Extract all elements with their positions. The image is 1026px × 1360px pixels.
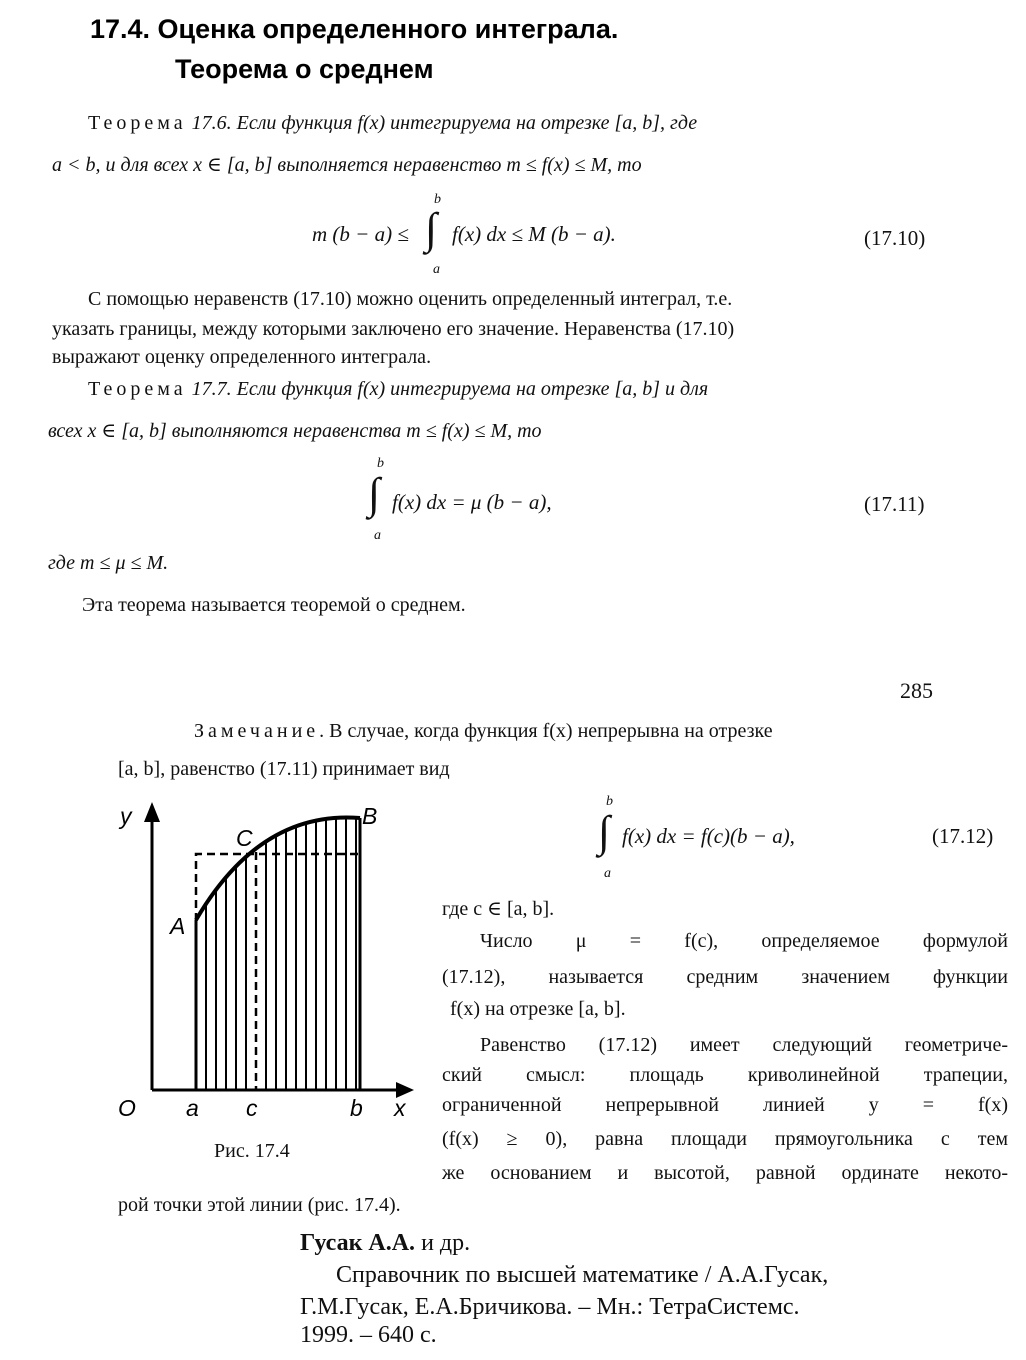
theorem-17-6-statement-1: Если функция f(x) интегрируема на отрезке [a, b], где — [236, 112, 698, 134]
formula-17-12-upper-limit: b — [606, 794, 613, 809]
where-c: где c ∈ [a, b]. — [442, 898, 555, 920]
point-c-label: C — [236, 825, 253, 851]
formula-17-12-number: (17.12) — [932, 824, 994, 848]
estimate-line2: указать границы, между которыми заключено его значение. Неравенства (17.10) — [52, 318, 735, 340]
citation-line3: Г.М.Гусак, Е.А.Бричикова. – Мн.: ТетраСистемс. — [300, 1294, 800, 1320]
remark-line1 — [194, 720, 773, 743]
point-a-label: A — [170, 913, 186, 939]
page-number: 285 — [900, 678, 933, 703]
b-label: b — [350, 1095, 363, 1121]
remark-label: Замечание — [194, 720, 320, 742]
citation-author-rest: и др. — [415, 1230, 471, 1256]
citation-author: Гусак А.А. — [300, 1230, 416, 1256]
citation-author-line — [300, 1230, 470, 1257]
y-axis-label: y — [120, 803, 132, 829]
theorem-17-6-line1 — [88, 112, 697, 135]
geometry-line6: рой точки этой линии (рис. 17.4). — [118, 1194, 401, 1216]
geometry-line4: (f(x) ≥ 0), равна площади прямоугольника с тем — [442, 1128, 1008, 1150]
geometry-line2: ский смысл: площадь криволинейной трапеции, — [442, 1064, 1008, 1086]
theorem-17-6-statement-2: a < b, и для всех x ∈ [a, b] выполняется неравенство m ≤ f(x) ≤ M, то — [52, 154, 642, 176]
formula-17-11-right: f(x) dx = μ (b − a), — [392, 490, 552, 514]
theorem-17-6-number: 17.6. — [186, 112, 232, 134]
formula-17-10-number: (17.10) — [864, 226, 926, 250]
section-title-line2: Теорема о среднем — [175, 54, 434, 84]
formula-17-11-integral-sign: ∫ — [368, 469, 381, 518]
a-label: a — [186, 1095, 199, 1121]
geometry-line3: ограниченной непрерывной линией y = f(x) — [442, 1094, 1008, 1116]
theorem-17-7-label: Теорема — [88, 378, 187, 400]
remark-text: . В случае, когда функция f(x) непрерывна на отрезке — [319, 720, 773, 742]
formula-17-10-integral-sign: ∫ — [425, 204, 438, 253]
remark-line2: [a, b], равенство (17.11) принимает вид — [118, 758, 450, 780]
point-b-label: B — [362, 803, 378, 829]
theorem-17-7-number: 17.7. — [186, 378, 232, 400]
section-title-line1: 17.4. Оценка определенного интеграла. — [90, 14, 619, 44]
formula-17-11-upper-limit: b — [377, 456, 384, 471]
estimate-line3: выражают оценку определенного интеграла. — [52, 346, 432, 368]
formula-17-12-integral-sign: ∫ — [598, 807, 611, 856]
geometry-line5: же основанием и высотой, равной ординате некото- — [442, 1162, 1008, 1184]
y-axis-arrow — [144, 802, 160, 822]
formula-17-10-left: m (b − a) ≤ — [312, 222, 409, 246]
mean-value-line3: f(x) на отрезке [a, b]. — [450, 998, 626, 1020]
mean-theorem-text: Эта теорема называется теоремой о среднем. — [82, 594, 466, 616]
x-axis-label: x — [394, 1095, 406, 1121]
c-label: c — [246, 1095, 258, 1121]
formula-17-10-right: f(x) dx ≤ M (b − a). — [452, 222, 616, 246]
mean-value-line1: Число μ = f(c), определяемое формулой — [480, 930, 1008, 952]
formula-17-10-upper-limit: b — [434, 192, 441, 207]
citation-line2: Справочник по высшей математике / А.А.Гусак, — [336, 1262, 829, 1288]
formula-17-11-number: (17.11) — [864, 492, 925, 516]
citation-line4: 1999. – 640 с. — [300, 1322, 437, 1348]
theorem-17-7-statement-2: всех x ∈ [a, b] выполняются неравенства m ≤ f(x) ≤ M, то — [48, 420, 542, 442]
figure-17-4 — [110, 790, 430, 1130]
theorem-17-7-statement-1: Если функция f(x) интегрируема на отрезке [a, b] и для — [236, 378, 709, 400]
theorem-17-6-label: Теорема — [88, 112, 187, 134]
geometry-line1: Равенство (17.12) имеет следующий геометриче- — [480, 1034, 1008, 1056]
origin-label: O — [118, 1095, 136, 1121]
theorem-17-7-line1 — [88, 378, 708, 401]
figure-caption: Рис. 17.4 — [214, 1140, 290, 1162]
formula-17-10-lower-limit: a — [433, 262, 440, 277]
formula-17-12-right: f(x) dx = f(c)(b − a), — [622, 824, 795, 848]
where-mu: где m ≤ μ ≤ M. — [48, 552, 169, 574]
mean-value-line2: (17.12), называется средним значением функции — [442, 966, 1008, 988]
estimate-line1: С помощью неравенств (17.10) можно оценить определенный интеграл, т.е. — [88, 288, 733, 310]
formula-17-12-lower-limit: a — [604, 866, 611, 881]
formula-17-11-lower-limit: a — [374, 528, 381, 543]
